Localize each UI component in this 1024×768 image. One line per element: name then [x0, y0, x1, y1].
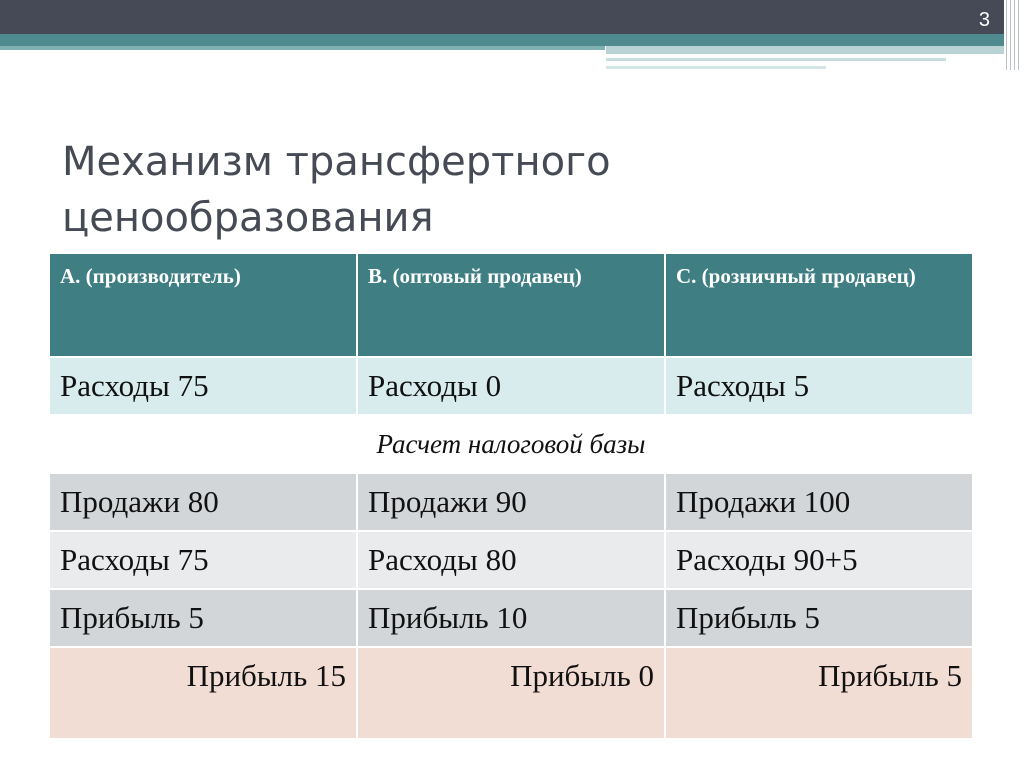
header-band-teal-thin [0, 46, 605, 50]
header-decor-vline [1014, 0, 1015, 70]
table-cell: Прибыль 5 [49, 589, 357, 647]
table-cell: Прибыль 5 [665, 647, 973, 739]
header-decor-line [606, 46, 1004, 54]
table-row [49, 473, 973, 531]
header-decor-line [606, 58, 946, 61]
table-caption: Расчет налоговой базы [49, 415, 973, 473]
table-cell: Прибыль 15 [49, 647, 357, 739]
header-band-teal [0, 34, 1004, 46]
header-cell: B. (оптовый продавец) [357, 253, 665, 357]
header-band-dark [0, 0, 1004, 34]
header-cell: C. (розничный продавец) [665, 253, 973, 357]
table-row [49, 531, 973, 589]
header-decor-vline [1010, 0, 1011, 70]
slide-title-line2: ценообразования [62, 195, 434, 241]
table-cell: Расходы 80 [357, 531, 665, 589]
table-cell: Продажи 90 [357, 473, 665, 531]
table-cell: Прибыль 10 [357, 589, 665, 647]
slide-number: 3 [978, 9, 990, 31]
table-row-costs [49, 357, 973, 415]
table-cell: Продажи 80 [49, 473, 357, 531]
header-cell: A. (производитель) [49, 253, 357, 357]
table-caption-row [49, 415, 973, 473]
table-cell: Расходы 75 [49, 531, 357, 589]
table-cell: Продажи 100 [665, 473, 973, 531]
slide-title [62, 134, 962, 246]
table-cell: Прибыль 5 [665, 589, 973, 647]
table-row-total [49, 647, 973, 739]
transfer-pricing-table [48, 252, 974, 740]
slide-title-line1: Механизм трансфертного [62, 139, 611, 185]
table-cell: Расходы 0 [357, 357, 665, 415]
table-header-row [49, 253, 973, 357]
header-decor-vline [1006, 0, 1007, 70]
header-decor-vline [1018, 0, 1019, 70]
table-row [49, 589, 973, 647]
table-cell: Расходы 90+5 [665, 531, 973, 589]
header-decor-line [606, 66, 826, 69]
table-cell: Расходы 75 [49, 357, 357, 415]
table-cell: Прибыль 0 [357, 647, 665, 739]
table-cell: Расходы 5 [665, 357, 973, 415]
